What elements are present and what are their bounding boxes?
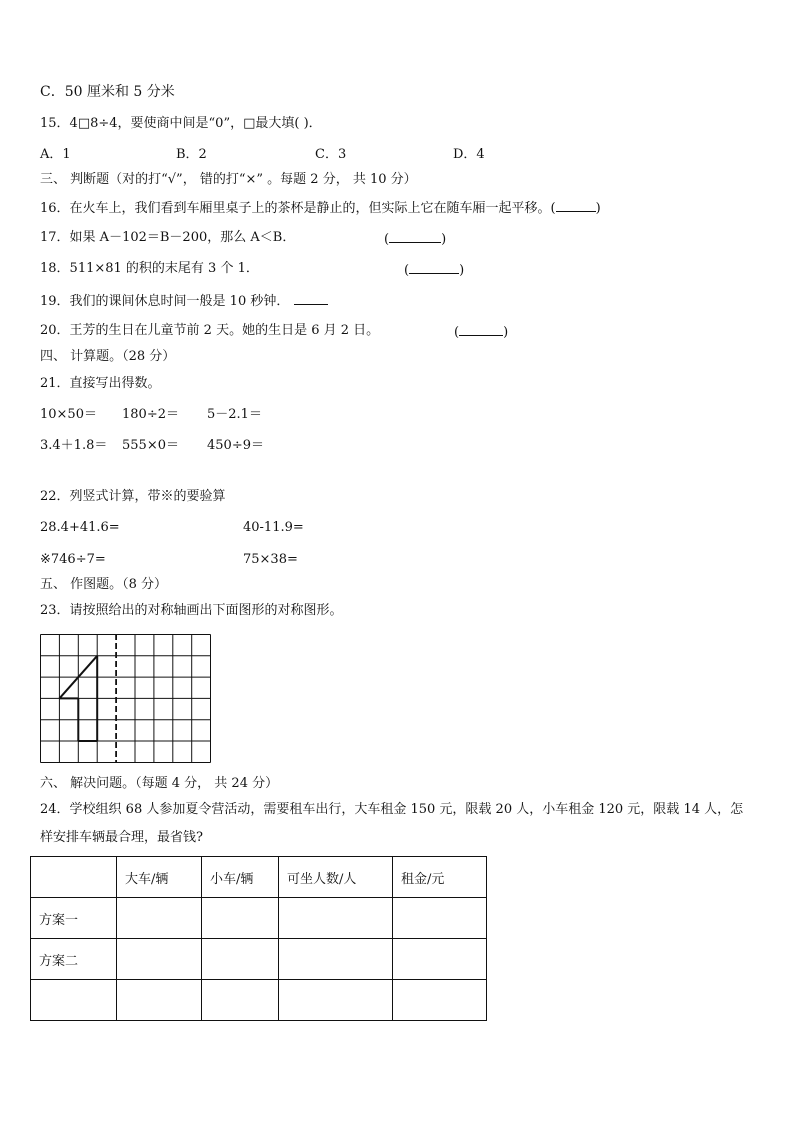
section-6-heading: 六、 解决问题。（每题 4 分， 共 24 分）: [40, 776, 279, 791]
header-cell: 可坐人数/人: [279, 857, 393, 898]
answer-blank[interactable]: [556, 199, 596, 212]
answer-cell[interactable]: [117, 898, 202, 939]
paren-close: ): [459, 263, 465, 278]
row-label-cell: 方案二: [31, 939, 117, 980]
question-19-text: 19．我们的课间休息时间一般是 10 秒钟．: [40, 294, 290, 309]
calc-item: 450÷9＝: [207, 438, 264, 453]
answer-cell[interactable]: [279, 898, 393, 939]
question-24-line-1: 24．学校组织 68 人参加夏令营活动，需要租车出行，大车租金 150 元，限载 20 人，小车租金 120 元，限载 14 人，怎: [40, 802, 744, 817]
answer-cell[interactable]: [279, 980, 393, 1021]
section-3-heading: 三、 判断题（对的打“√”， 错的打“×” 。每题 2 分， 共 10 分）: [40, 172, 417, 187]
answer-cell[interactable]: [393, 939, 487, 980]
question-19: [40, 292, 328, 310]
question-24-line-2: 样安排车辆最合理，最省钱?: [40, 830, 203, 845]
paren-open: (: [384, 232, 390, 247]
calc-item: 10×50＝: [40, 407, 97, 422]
paren-open: (: [454, 325, 460, 340]
question-18-answer: [404, 261, 464, 279]
table-row: [31, 898, 487, 939]
question-17: 17．如果 A－102＝B－200，那么 A＜B．: [40, 230, 296, 245]
calc-item: 3.4＋1.8＝: [40, 438, 108, 453]
calc-item: 555×0＝: [122, 438, 179, 453]
row-label-cell: 方案一: [31, 898, 117, 939]
calc-item: 180÷2＝: [122, 407, 179, 422]
answer-cell[interactable]: [117, 980, 202, 1021]
question-16: [40, 199, 601, 217]
vertical-calc-item: 28.4+41.6=: [40, 520, 120, 535]
header-cell: [31, 857, 117, 898]
option-c-text: C．50 厘米和 5 分米: [40, 84, 175, 100]
answer-cell[interactable]: [202, 939, 279, 980]
answer-cell[interactable]: [393, 898, 487, 939]
question-20: 20．王芳的生日在儿童节前 2 天。她的生日是 6 月 2 日。: [40, 323, 380, 338]
answer-blank[interactable]: [459, 323, 503, 336]
answer-cell[interactable]: [279, 939, 393, 980]
table-row: [31, 980, 487, 1021]
question-23: 23．请按照给出的对称轴画出下面图形的对称图形。: [40, 603, 343, 618]
question-17-answer: [384, 230, 446, 248]
answer-cell[interactable]: [117, 939, 202, 980]
question-16-text: 16．在火车上，我们看到车厢里桌子上的茶杯是静止的，但实际上它在随车厢一起平移。(: [40, 201, 556, 216]
q15-option-d: D．4: [453, 147, 485, 162]
vertical-calc-item: 40-11.9=: [243, 520, 304, 535]
question-18: 18．511×81 的积的末尾有 3 个 1．: [40, 261, 259, 276]
table-header-row: [31, 857, 487, 898]
header-cell: 小车/辆: [202, 857, 279, 898]
section-5-heading: 五、 作图题。（8 分）: [40, 577, 168, 592]
header-cell: 大车/辆: [117, 857, 202, 898]
paren-open: (: [404, 263, 410, 278]
answer-cell[interactable]: [202, 980, 279, 1021]
table-row: [31, 939, 487, 980]
q15-option-a: A．1: [40, 147, 71, 162]
q15-option-c: C．3: [315, 147, 347, 162]
section-4-heading: 四、 计算题。（28 分）: [40, 349, 176, 364]
question-21: 21．直接写出得数。: [40, 376, 161, 391]
answer-blank[interactable]: [294, 292, 328, 305]
q15-option-b: B．2: [176, 147, 207, 162]
paren-close: ): [595, 201, 601, 216]
question-15: 15．4□8÷4，要使商中间是“0”，□最大填( )．: [40, 116, 322, 131]
answer-blank[interactable]: [409, 261, 459, 274]
answer-cell[interactable]: [393, 980, 487, 1021]
answer-blank[interactable]: [389, 230, 441, 243]
paren-close: ): [503, 325, 509, 340]
rental-plan-table: [30, 856, 487, 1021]
question-20-answer: [454, 323, 508, 341]
question-22: 22．列竖式计算，带※的要验算: [40, 489, 226, 504]
symmetry-grid: [40, 634, 211, 763]
calc-item: 5－2.1＝: [207, 407, 262, 422]
row-label-cell: [31, 980, 117, 1021]
paren-close: ): [441, 232, 447, 247]
vertical-calc-item: 75×38=: [243, 552, 298, 567]
answer-cell[interactable]: [202, 898, 279, 939]
vertical-calc-item: ※746÷7=: [40, 552, 106, 567]
header-cell: 租金/元: [393, 857, 487, 898]
